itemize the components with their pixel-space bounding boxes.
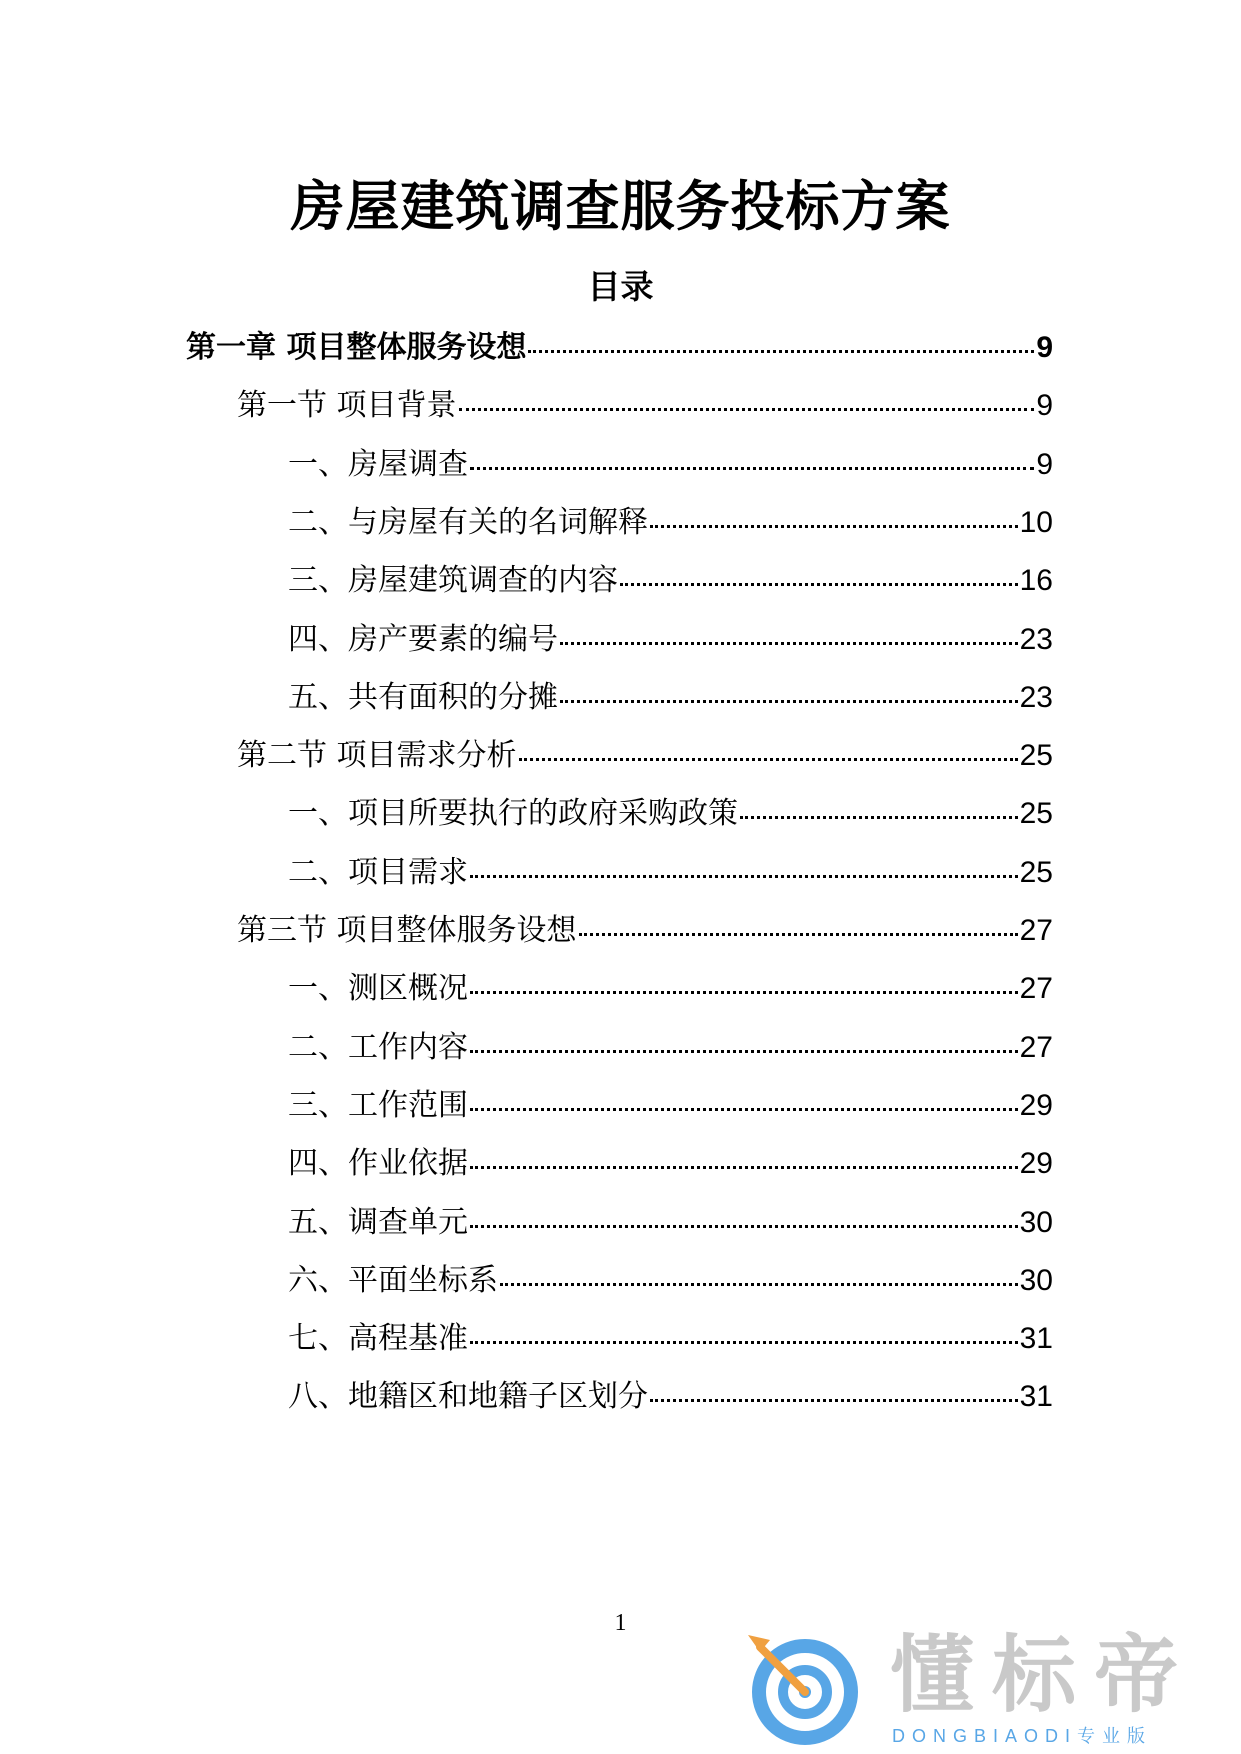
toc-leader-dots xyxy=(470,1340,1018,1344)
toc-leader-dots xyxy=(459,407,1035,411)
toc-entry[interactable] xyxy=(288,617,1053,663)
toc-entry[interactable] xyxy=(237,908,1053,954)
toc-leader-dots xyxy=(579,932,1018,936)
toc-entry[interactable] xyxy=(288,1025,1053,1071)
toc-entry[interactable] xyxy=(288,966,1053,1012)
toc-entry-label: 一、房屋调查 xyxy=(288,447,468,482)
toc-leader-dots xyxy=(470,1049,1018,1053)
toc-entry-page: 27 xyxy=(1019,1031,1053,1064)
toc-entry[interactable] xyxy=(288,1316,1053,1362)
toc-entry-label: 三、房屋建筑调查的内容 xyxy=(288,563,618,598)
toc-leader-dots xyxy=(500,1282,1018,1286)
toc-entry-page: 27 xyxy=(1019,972,1053,1005)
toc-leader-dots xyxy=(470,990,1018,994)
document-title: 房屋建筑调查服务投标方案 xyxy=(290,175,951,238)
toc-entry-page: 9 xyxy=(1036,331,1053,364)
toc-entry-label: 一、项目所要执行的政府采购政策 xyxy=(288,796,738,831)
toc-entry-label: 第一章 项目整体服务设想 xyxy=(186,330,527,365)
toc-entry-page: 9 xyxy=(1036,389,1053,422)
toc-entry-page: 10 xyxy=(1019,506,1053,539)
toc-entry-label: 三、工作范围 xyxy=(288,1088,468,1123)
toc-entry-label: 二、工作内容 xyxy=(288,1030,468,1065)
toc-heading: 目录 xyxy=(587,267,654,306)
toc-leader-dots xyxy=(620,582,1018,586)
toc-leader-dots xyxy=(650,1398,1018,1402)
target-logo-icon xyxy=(740,1620,870,1750)
toc-entry-label: 四、作业依据 xyxy=(288,1146,468,1181)
watermark-subtitle: DONGBIAODI专业版 xyxy=(892,1726,1153,1746)
toc-entry-label: 五、调查单元 xyxy=(288,1205,468,1240)
toc-entry-label: 二、与房屋有关的名词解释 xyxy=(288,505,648,540)
page-number: 1 xyxy=(614,1610,627,1636)
toc-entry-page: 25 xyxy=(1019,856,1053,889)
toc-entry[interactable] xyxy=(288,1083,1053,1129)
toc-entry[interactable] xyxy=(288,442,1053,488)
toc-entry-page: 16 xyxy=(1019,564,1053,597)
toc-entry-page: 25 xyxy=(1019,797,1053,830)
toc-entry-page: 29 xyxy=(1019,1147,1053,1180)
toc-entry-page: 31 xyxy=(1019,1380,1053,1413)
toc-entry-page: 23 xyxy=(1019,681,1053,714)
toc-entry-label: 六、平面坐标系 xyxy=(288,1263,498,1298)
toc-entry[interactable] xyxy=(186,325,1053,371)
toc-leader-dots xyxy=(470,1224,1018,1228)
toc-entry[interactable] xyxy=(288,558,1053,604)
toc-entry-page: 31 xyxy=(1019,1322,1053,1355)
toc-entry[interactable] xyxy=(237,733,1053,779)
toc-entry-page: 30 xyxy=(1019,1206,1053,1239)
toc-entry[interactable] xyxy=(288,850,1053,896)
toc-leader-dots xyxy=(740,815,1018,819)
watermark xyxy=(740,1620,1220,1750)
toc-entry[interactable] xyxy=(288,1200,1053,1246)
toc-leader-dots xyxy=(560,641,1018,645)
toc-leader-dots xyxy=(470,1165,1018,1169)
toc-entry-label: 八、地籍区和地籍子区划分 xyxy=(288,1379,648,1414)
toc-leader-dots xyxy=(519,757,1018,761)
toc-entry[interactable] xyxy=(288,1258,1053,1304)
toc-leader-dots xyxy=(650,524,1018,528)
toc-entry-page: 27 xyxy=(1019,914,1053,947)
toc-entry-label: 第三节 项目整体服务设想 xyxy=(237,913,577,948)
toc-entry[interactable] xyxy=(288,1141,1053,1187)
toc-entry-page: 9 xyxy=(1036,448,1053,481)
toc-entry-label: 四、房产要素的编号 xyxy=(288,622,558,657)
toc-entry-label: 一、测区概况 xyxy=(288,971,468,1006)
toc-entry-page: 30 xyxy=(1019,1264,1053,1297)
toc-leader-dots xyxy=(470,1107,1018,1111)
toc-entry-label: 第一节 项目背景 xyxy=(237,388,457,423)
toc-entry-page: 29 xyxy=(1019,1089,1053,1122)
toc-entry[interactable] xyxy=(288,500,1053,546)
toc-entry[interactable] xyxy=(288,791,1053,837)
toc-entry[interactable] xyxy=(237,383,1053,429)
toc-entry-page: 23 xyxy=(1019,623,1053,656)
toc-entry-label: 五、共有面积的分摊 xyxy=(288,680,558,715)
toc-entry-label: 七、高程基准 xyxy=(288,1321,468,1356)
toc-leader-dots xyxy=(528,349,1034,353)
toc-leader-dots xyxy=(560,699,1018,703)
toc-leader-dots xyxy=(470,466,1034,470)
watermark-brand: 懂标帝 xyxy=(890,1626,1197,1724)
toc-leader-dots xyxy=(470,874,1018,878)
toc-entry-label: 二、项目需求 xyxy=(288,855,468,890)
toc-entry[interactable] xyxy=(288,1374,1053,1420)
toc-entry-page: 25 xyxy=(1019,739,1053,772)
toc-entry-label: 第二节 项目需求分析 xyxy=(237,738,517,773)
toc-entry[interactable] xyxy=(288,675,1053,721)
